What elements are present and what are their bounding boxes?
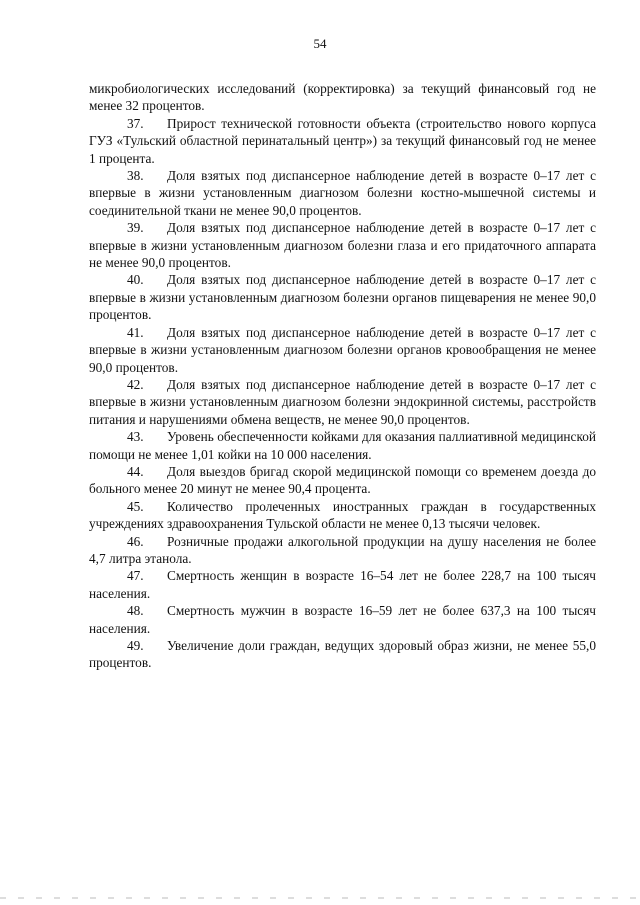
item-number: 47. [127,568,144,584]
item-number: 39. [127,220,144,236]
item-text: Розничные продажи алкогольной продукции на душу населения не более 4,7 литра этанола. [89,533,596,566]
item-text: Доля выездов бригад скорой медицинской помощи со временем доезда до больного менее 20 минут не менее 90,4 процента. [89,463,596,497]
item-text: Увеличение доли граждан, ведущих здоровый образ жизни, не менее 55,0 процентов. [89,638,596,671]
item-number: 45. [127,498,144,514]
item-text: Доля взятых под диспансерное наблюдение детей в возрасте 0–17 лет с впервые в жизни установленным диагнозом болезни костно-мышечной системы и соединительной ткани не менее 90,0 процентов. [89,168,596,218]
item-text: Доля взятых под диспансерное наблюдение детей в возрасте 0–17 лет с впервые в жизни установленным диагнозом болезни органов кровообращения не менее 90,0 процентов. [89,324,596,375]
item-number: 38. [127,168,144,184]
item-number: 43. [127,429,144,445]
page-number: 54 [313,36,327,51]
item-text: Смертность женщин в возрасте 16–54 лет не более 228,7 на 100 тысяч населения. [89,568,596,601]
list-item [89,219,596,271]
item-number: 46. [127,533,144,549]
item-number: 48. [127,603,144,619]
item-text: Прирост технической готовности объекта (строительство нового корпуса ГУЗ «Тульский областной перинатальный центр») за текущий финансовый год не менее 1 процента. [89,115,596,166]
list-item [89,271,596,323]
list-item [89,533,596,568]
list-item [89,115,596,167]
list-item [89,602,596,637]
document-body [89,80,596,672]
list-item [89,498,596,533]
item-text: Доля взятых под диспансерное наблюдение детей в возрасте 0–17 лет с впервые в жизни установленным диагнозом болезни эндокринной системы, расстройств питания и нарушениями обмена веществ, не менее 90,0 процентов. [89,376,596,427]
continuation-paragraph: микробиологических исследований (корректировка) за текущий финансовый год не менее 32 процентов. [89,81,596,114]
item-number: 44. [127,463,144,479]
item-text: Доля взятых под диспансерное наблюдение детей в возрасте 0–17 лет с впервые в жизни установленным диагнозом болезни глаза и его придаточного аппарата не менее 90,0 процентов. [89,220,596,271]
item-number: 37. [127,115,144,131]
item-number: 42. [127,376,144,392]
scan-artifact [0,897,640,899]
list-item [89,567,596,602]
list-item [89,376,596,428]
item-number: 41. [127,324,144,340]
item-text: Уровень обеспеченности койками для оказания паллиативной медицинской помощи не менее 1,01 койки на 10 000 населения. [89,429,596,462]
item-text: Доля взятых под диспансерное наблюдение детей в возрасте 0–17 лет с впервые в жизни установленным диагнозом болезни органов пищеварения не менее 90,0 процентов. [89,272,596,323]
item-text: Количество пролеченных иностранных граждан в государственных учреждениях здравоохранения Тульской области не менее 0,13 тысячи человек. [89,498,596,532]
list-item [89,167,596,219]
item-number: 49. [127,638,144,653]
list-item [89,428,596,463]
item-number: 40. [127,272,144,288]
item-text: Смертность мужчин в возрасте 16–59 лет не более 637,3 на 100 тысяч населения. [89,603,596,636]
list-item [89,463,596,498]
list-item [89,637,596,672]
list-item [89,324,596,376]
